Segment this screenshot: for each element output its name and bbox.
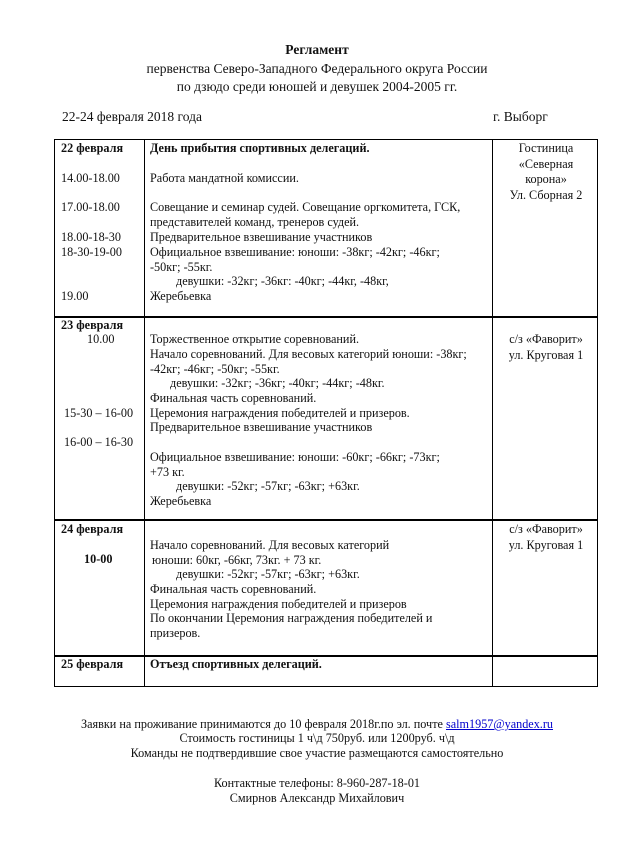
event-city: г. Выборг	[493, 109, 548, 124]
time-slot: 19.00	[61, 289, 89, 303]
event-line: Совещание и семинар судей. Совещание оргкомитета, ГСК,	[150, 200, 461, 214]
day-label: 25 февраля	[61, 657, 124, 671]
contact-name: Смирнов Александр Михайлович	[229, 791, 405, 805]
column-divider	[492, 140, 493, 686]
event-line: Церемония награждения победителей и призеров	[150, 597, 407, 611]
event-line: призеров.	[150, 626, 201, 640]
document-subtitle-line2: по дзюдо среди юношей и девушек 2004-2005 гг.	[176, 79, 458, 94]
time-slot: 17.00-18.00	[61, 200, 120, 214]
event-line: -50кг; -55кг.	[150, 260, 213, 274]
venue-line: Ул. Сборная 2	[509, 187, 583, 202]
time-slot: 18.00-18-30	[61, 230, 121, 244]
time-slot: 14.00-18.00	[61, 171, 120, 185]
time-slot: 15-30 – 16-00	[64, 406, 134, 420]
event-line: -42кг; -46кг; -50кг; -55кг.	[150, 362, 280, 376]
event-line: Начало соревнований. Для весовых категорий юноши: -38кг;	[150, 347, 467, 361]
venue-line: с/з «Фаворит»	[509, 332, 583, 346]
event-line: Предварительное взвешивание участников	[150, 230, 373, 244]
day-title: День прибытия спортивных делегаций.	[150, 141, 370, 155]
event-line: девушки: -32кг; -36кг; -40кг; -44кг; -48кг.	[170, 376, 385, 390]
venue-line: ул. Круговая 1	[508, 347, 584, 362]
booking-text: Заявки на проживание принимаются до 10 февраля 2018г.по эл. почте	[80, 717, 446, 731]
booking-notice	[0, 717, 634, 732]
event-line: юноши: 60кг, -66кг, 73кг. + 73 кг.	[152, 553, 322, 567]
event-line: Торжественное открытие соревнований.	[150, 332, 360, 346]
event-line: представителей команд, тренеров судей.	[150, 215, 360, 229]
day-label: 23 февраля	[61, 318, 124, 332]
row-divider	[55, 519, 597, 521]
event-line: Официальное взвешивание: юноши: -38кг; -42кг; -46кг;	[150, 245, 440, 259]
event-line: Работа мандатной комиссии.	[150, 171, 299, 185]
event-dates: 22-24 февраля 2018 года	[62, 109, 202, 124]
schedule-table	[54, 139, 598, 687]
event-line: Церемония награждения победителей и призеров.	[150, 406, 410, 420]
hotel-price: Стоимость гостиницы 1 ч\д 750руб. или 1200руб. ч\д	[179, 731, 455, 745]
document-subtitle-line1: первенства Северо-Западного Федерального округа России	[146, 61, 488, 76]
event-line: Финальная часть соревнований.	[150, 582, 317, 596]
venue-line: с/з «Фаворит»	[509, 522, 583, 536]
column-divider	[144, 140, 145, 686]
venue-line: «Северная	[518, 156, 574, 171]
event-line: Жеребьевка	[150, 494, 212, 508]
event-line: +73 кг.	[150, 465, 185, 479]
event-line: Предварительное взвешивание участников	[150, 420, 373, 434]
row-divider	[55, 655, 597, 657]
time-slot: 10-00	[84, 552, 113, 566]
venue	[493, 332, 599, 363]
accommodation-note: Команды не подтвердившие свое участие размещаются самостоятельно	[130, 746, 504, 760]
event-line: Жеребьевка	[150, 289, 212, 303]
venue-line: Гостиница	[518, 141, 574, 155]
time-slot: 10.00	[87, 332, 115, 346]
event-line: По окончании Церемония награждения победителей и	[150, 611, 433, 625]
venue	[493, 141, 599, 203]
day-title: Отъезд спортивных делегаций.	[150, 657, 322, 671]
document-title: Регламент	[285, 42, 349, 57]
event-line: Официальное взвешивание: юноши: -60кг; -66кг; -73кг;	[150, 450, 440, 464]
day-label: 24 февраля	[61, 522, 124, 536]
event-line: Финальная часть соревнований.	[150, 391, 317, 405]
venue-line: ул. Круговая 1	[508, 537, 584, 552]
time-slot: 18-30-19-00	[61, 245, 122, 259]
row-divider	[55, 316, 597, 318]
day-label: 22 февраля	[61, 141, 124, 155]
event-line: девушки: -52кг; -57кг; -63кг; +63кг.	[176, 567, 360, 581]
email-link[interactable]: salm1957@yandex.ru	[445, 717, 553, 731]
event-line: девушки: -32кг; -36кг: -40кг; -44кг, -48кг,	[176, 274, 389, 288]
event-line: Начало соревнований. Для весовых категорий	[150, 538, 390, 552]
contact-phones: Контактные телефоны: 8-960-287-18-01	[213, 776, 421, 790]
event-line: девушки: -52кг; -57кг; -63кг; +63кг.	[176, 479, 360, 493]
time-slot: 16-00 – 16-30	[64, 435, 134, 449]
venue	[493, 522, 599, 553]
venue-line: корона»	[525, 172, 567, 186]
